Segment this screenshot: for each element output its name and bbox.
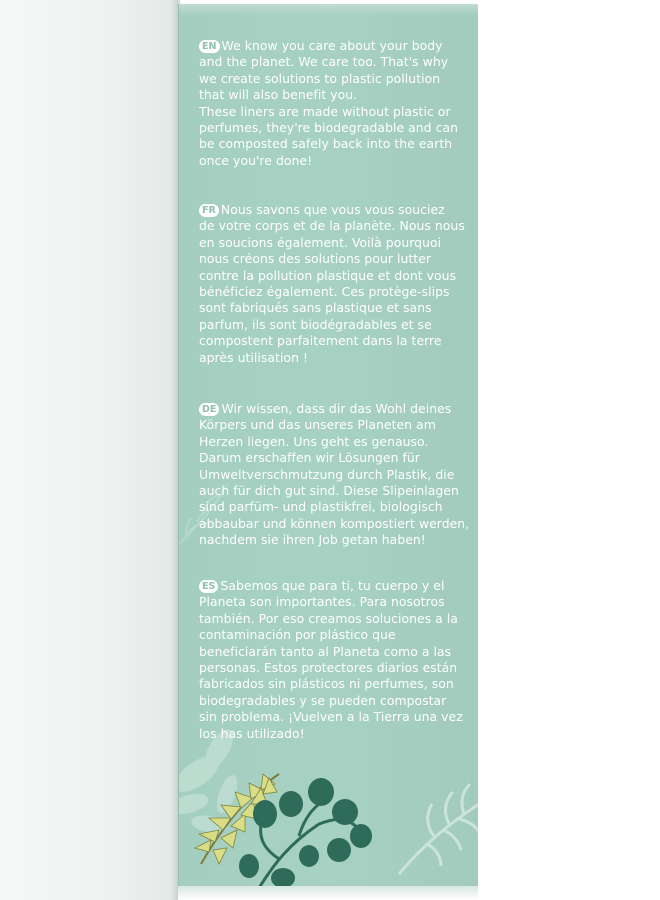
section-en-line: we create solutions to plastic pollution [199, 70, 441, 86]
section-de-line: abbaubar und können kompostiert werden, [199, 515, 470, 531]
section-fr-line: parfum, ils sont biodégradables et se [199, 316, 432, 332]
box-left-side [0, 0, 178, 900]
panel-bottom-shadow [178, 886, 478, 900]
section-fr-line: compostent parfaitement dans la terre [199, 333, 442, 349]
section-de-line: auch für dich gut sind. Diese Slipeinlagen [199, 483, 459, 499]
section-en-line: perfumes, they're biodegradable and can [199, 120, 458, 136]
section-de [199, 401, 469, 549]
section-en-line-1: EN We know you care about your body [199, 38, 469, 54]
background-right [478, 0, 660, 900]
section-es [199, 578, 469, 742]
section-fr-line: sont fabriqués sans plastique et sans [199, 300, 432, 316]
section-en-line: These liners are made without plastic or [199, 103, 451, 119]
section-fr-line: de votre corps et de la planète. Nous nous [199, 218, 465, 234]
section-fr-line-1: FR Nous savons que vous vous souciez [199, 202, 469, 218]
packaging-panel [178, 4, 479, 888]
section-es-line: Planeta son importantes. Para nosotros [199, 594, 445, 610]
section-en-line: be composted safely back into the earth [199, 136, 453, 152]
section-es-line: biodegradables y se pueden compostar [199, 692, 447, 708]
section-fr-line: en soucions également. Voilà pourquoi [199, 234, 442, 250]
section-fr-line: après utilisation ! [199, 349, 308, 365]
section-fr [199, 202, 469, 366]
section-es-line: fabricados sin plásticos ni perfumes, son [199, 676, 454, 692]
section-en [199, 38, 469, 169]
section-de-line: nachdem sie ihren Job getan haben! [199, 532, 426, 548]
section-es-line: personas. Estos protectores diarios están [199, 660, 458, 676]
section-fr-line: bénéficiez également. Ces protège-slips [199, 284, 450, 300]
section-de-line: sind parfüm- und plastikfrei, biologisch [199, 499, 443, 515]
section-de-line: Körpers und das unseres Planeten am [199, 417, 436, 433]
section-es-line: los has utilizado! [199, 725, 305, 741]
section-de-line: Darum erschaffen wir Lösungen für [199, 450, 420, 466]
section-en-line: that will also benefit you. [199, 87, 358, 103]
section-es-line-1: ES Sabemos que para ti, tu cuerpo y el [199, 578, 469, 594]
section-es-line: también. Por eso creamos soluciones a la [199, 610, 458, 626]
section-fr-line: contre la pollution plastique et dont vous [199, 267, 457, 283]
language-badge-de: DE [199, 403, 219, 416]
section-de-line: Herzen liegen. Uns geht es genauso. [199, 433, 429, 449]
section-es-line: sin problema. ¡Vuelven a la Tierra una vez [199, 709, 463, 725]
section-en-line: once you're done! [199, 152, 313, 168]
section-de-line-1: DE Wir wissen, dass dir das Wohl deines [199, 401, 469, 417]
language-badge-es: ES [199, 580, 218, 593]
language-badge-fr: FR [199, 204, 219, 217]
section-es-line: contaminación por plástico que [199, 627, 396, 643]
section-en-line: and the planet. We care too. That's why [199, 54, 449, 70]
section-de-line: Umweltverschmutzung durch Plastik, die [199, 466, 455, 482]
section-fr-line: nous créons des solutions pour lutter [199, 251, 432, 267]
section-es-line: beneficiarán tanto al Planeta como a las [199, 643, 452, 659]
language-badge-en: EN [199, 40, 220, 53]
light-fern-icon [399, 784, 479, 874]
